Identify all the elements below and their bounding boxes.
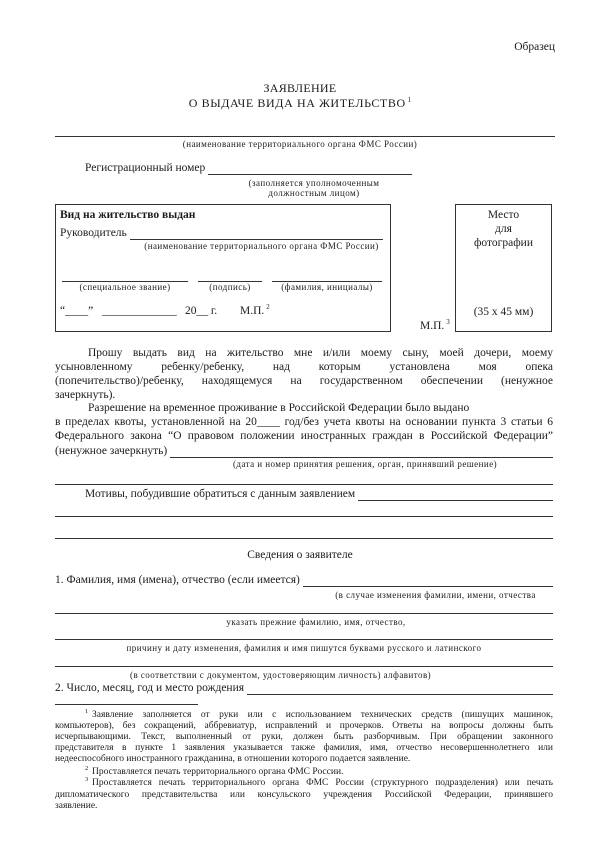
permit-decision-line-2 (55, 484, 553, 485)
footnote-3-line-2: дипломатического представительства или консульского учреждения Российской Федерации, принявшего (55, 790, 553, 800)
issued-heading: Вид на жительство выдан (60, 209, 196, 221)
birth-row (55, 681, 553, 695)
footnote-1-line-3: исчерпывающими. Текст, выполненный от руки, должен быть разборчивым. При обращении законного (55, 732, 553, 742)
permit-line-1: Разрешение на временное проживание в Российской Федерации было выдано (88, 402, 470, 414)
registration-number-row (85, 161, 412, 175)
registration-number-label: Регистрационный номер (85, 162, 206, 174)
title-line-2 (100, 96, 500, 112)
full-name-field (303, 586, 553, 587)
issuance-seal-mark (240, 304, 270, 319)
photo-size-label: (35 x 45 мм) (473, 306, 534, 318)
strike-note: (ненужное зачеркнуть) (55, 445, 168, 457)
head-row (60, 226, 383, 240)
footnote-3-line-1: Проставляется печать территориального органа ФМС России (структурного подразделения) или печать (92, 778, 553, 788)
footnote-3-line-3: заявление. (55, 801, 98, 811)
request-line-4: зачеркнуть). (55, 389, 116, 401)
full-name-caption-1: (в случае изменения фамилии, имени, отчества (335, 590, 536, 600)
head-authority-caption: (наименование территориального органа ФМС России) (144, 241, 379, 251)
sample-label: Образец (514, 41, 555, 53)
rank-caption: (специальное звание) (79, 282, 171, 292)
title-footnote-ref: 1 (407, 96, 412, 104)
footnote-2-line-1: Проставляется печать территориального органа ФМС России. (92, 767, 344, 777)
registration-number-field (208, 174, 412, 175)
footnote-1-line-5: недееспособного иностранного гражданина, в отношении которого подается заявление. (55, 754, 411, 764)
issuance-seal-label: М.П. (240, 305, 265, 317)
acceptance-seal-footnote-ref: 3 (446, 318, 450, 326)
motives-field (358, 500, 553, 501)
full-name-line-3 (55, 639, 553, 640)
full-name-caption-3: причину и дату изменения, фамилия и имя пишутся буквами русского и латинского (126, 643, 482, 653)
motives-label: Мотивы, побудившие обратиться с данным заявлением (85, 488, 356, 500)
motives-line-3 (55, 538, 553, 539)
full-name-row (55, 573, 553, 587)
signature-caption: (подпись) (209, 282, 251, 292)
full-name-label: 1. Фамилия, имя (имена), отчество (если имеется) (55, 574, 300, 586)
footnote-1-line-2: компьютеров), без сокращений, аббревиатур, исправлений и прочерков. Ответы на вопросы должны быть (55, 721, 553, 731)
photo-label-line-1: Место (487, 209, 520, 221)
issue-date-month: _____________ (102, 305, 177, 317)
applicant-section-heading: Сведения о заявителе (247, 549, 353, 561)
permit-decision-caption: (дата и номер принятия решения, орган, принявший решение) (232, 459, 498, 469)
head-label: Руководитель (60, 227, 127, 239)
issue-date-day: “____” (60, 305, 94, 317)
registration-caption-line-1: (заполняется уполномоченным (248, 178, 380, 188)
footnote-1-line-1: Заявление заполняется от руки или с использованием технических средств (пишущих машинок, (92, 710, 553, 720)
full-name-caption-4: (в соответствии с документом, удостоверяющим личность) алфавитов) (130, 670, 432, 680)
motives-line-2 (55, 516, 553, 517)
authority-name-line (55, 136, 555, 137)
footnote-3-ref: 3 (85, 776, 89, 783)
authority-name-caption: (наименование территориального органа ФМС России) (182, 139, 418, 149)
name-caption: (фамилия, инициалы) (281, 282, 373, 292)
permit-line-3: Федерального закона “О правовом положении иностранных граждан в Российской Федерации” (55, 430, 553, 442)
issue-date-year: 20__ г. (185, 305, 218, 317)
motives-row (85, 487, 553, 501)
registration-caption-line-2: должностным лицом) (268, 188, 360, 198)
photo-label-line-3: фотографии (473, 237, 533, 249)
head-authority-field (130, 239, 383, 240)
footnote-divider (55, 704, 198, 705)
permit-line-2: в пределах квоты, установленной на 20____ год/без учета квоты на основании пункта 3 статьи 6 (55, 416, 553, 428)
request-line-2: усыновленному ребенку/ребенку, над которым установлена моя опека (55, 361, 553, 373)
photo-label-line-2: для (495, 223, 512, 235)
title-line-1: ЗАЯВЛЕНИЕ (263, 81, 337, 95)
permit-decision-row (55, 444, 553, 458)
request-line-3: (попечительство)/ребенку, находящемуся на государственном обеспечении (ненужное (55, 375, 553, 387)
footnote-1-line-4: представителя в пункте 1 заявления указывается также фамилия, имя, отчество несовершеннолетнего или (55, 743, 553, 753)
birth-label: 2. Число, месяц, год и место рождения (55, 682, 245, 694)
full-name-line-2 (55, 613, 553, 614)
acceptance-seal-label: М.П. (420, 320, 445, 332)
acceptance-seal-mark (420, 319, 450, 334)
full-name-line-4 (55, 666, 553, 667)
birth-field (247, 694, 553, 695)
permit-decision-field (170, 457, 553, 458)
request-line-1: Прошу выдать вид на жительство мне и/или моему сыну, моей дочери, моему (88, 347, 553, 359)
footnote-2-ref: 2 (85, 765, 89, 772)
footnote-1-ref: 1 (85, 708, 89, 715)
issuance-seal-footnote-ref: 2 (266, 303, 270, 311)
full-name-caption-2: указать прежние фамилию, имя, отчество, (226, 617, 406, 627)
title-line-2-text: О ВЫДАЧЕ ВИДА НА ЖИТЕЛЬСТВО (188, 96, 406, 110)
